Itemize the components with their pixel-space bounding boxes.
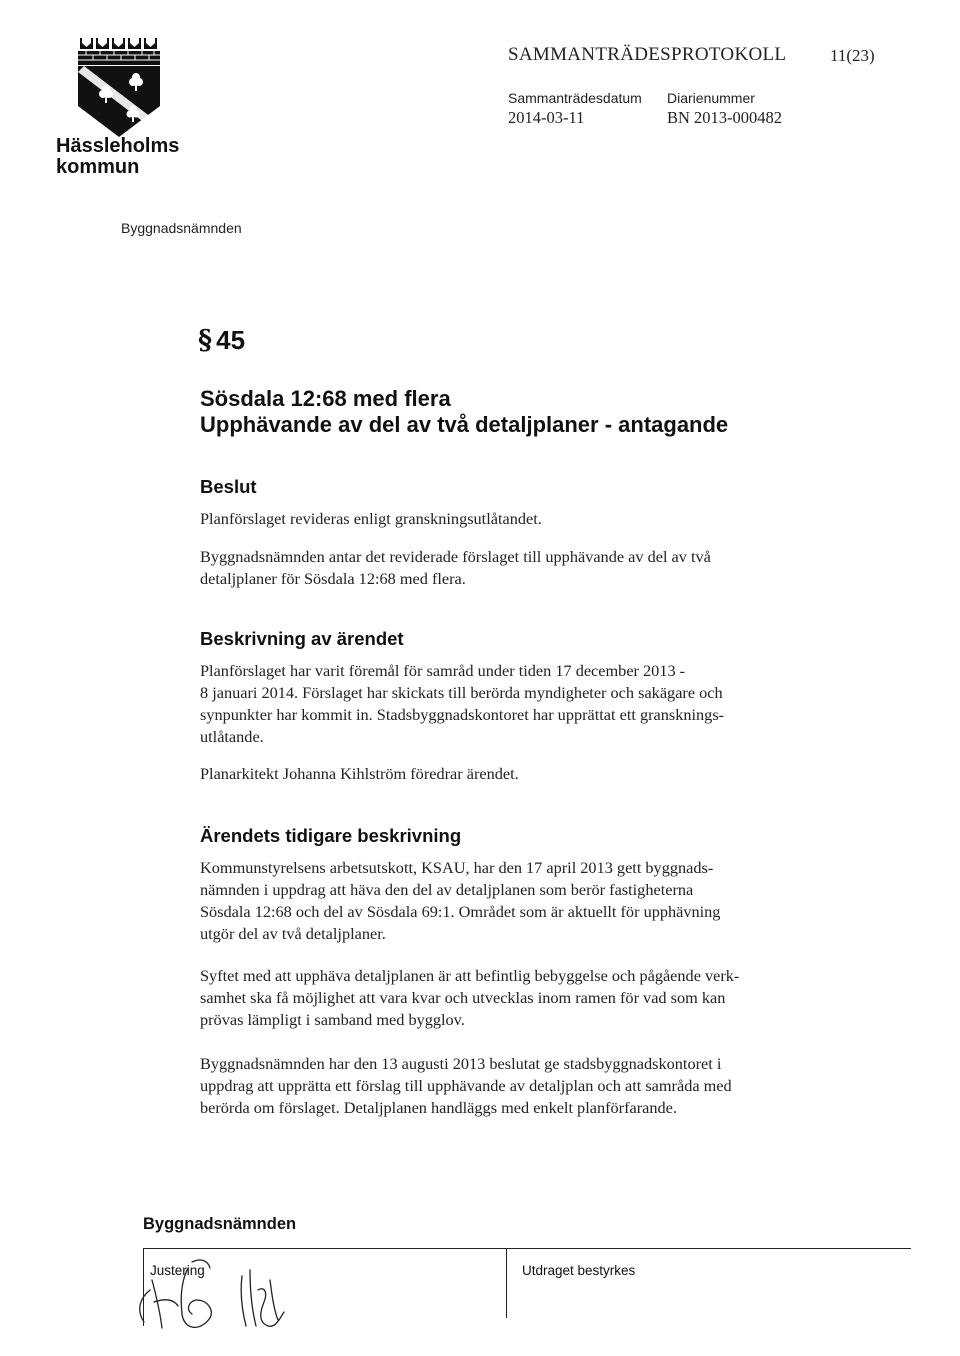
text-line: utlåtande. (200, 727, 264, 746)
text-line: Planförslaget har varit föremål för samråd under tiden 17 december 2013 - (200, 661, 686, 680)
utdrag-label: Utdraget bestyrkes (522, 1263, 636, 1278)
text-line: Planarkitekt Johanna Kihlström föredrar ärendet. (200, 764, 519, 783)
organization-name-line1: Hässleholms (56, 135, 180, 157)
beskrivning-paragraph-2 (200, 763, 820, 785)
text-line: samhet ska få möjlighet att vara kvar och utvecklas inom ramen för vad som kan (200, 988, 726, 1007)
section-number-value: 45 (216, 325, 246, 355)
document-type: SAMMANTRÄDESPROTOKOLL (508, 44, 787, 65)
text-line: uppdrag att upprätta ett förslag till upphävande av detaljplan och att samråda med (200, 1076, 732, 1095)
text-line: Byggnadsnämnden antar det reviderade förslaget till upphävande av del av två (200, 547, 711, 566)
board-name-footer: Byggnadsnämnden (143, 1215, 297, 1233)
meeting-date-label: Sammanträdesdatum (508, 90, 642, 106)
text-line: berörda om förslaget. Detaljplanen handläggs med enkelt planförfarande. (200, 1098, 677, 1117)
tidigare-paragraph-2 (200, 965, 820, 1031)
diary-number: BN 2013-000482 (667, 108, 783, 127)
heading-beskrivning: Beskrivning av ärendet (200, 628, 404, 649)
section-number (198, 325, 245, 356)
diary-number-label: Diarienummer (667, 90, 755, 106)
handwritten-signatures (130, 1240, 330, 1340)
organization-name-line2: kommun (56, 156, 140, 178)
text-line: Kommunstyrelsens arbetsutskott, KSAU, har den 17 april 2013 gett byggnads- (200, 858, 714, 877)
heading-beslut: Beslut (200, 476, 257, 497)
text-line: 8 januari 2014. Förslaget har skickats till berörda myndigheter och sakägare och (200, 683, 723, 702)
text-line: Sösdala 12:68 och del av Sösdala 69:1. Området som är aktuellt för upphävning (200, 902, 721, 921)
board-name-header: Byggnadsnämnden (121, 220, 242, 236)
organization-name (56, 136, 179, 178)
coat-of-arms-logo (78, 36, 160, 138)
text-line: synpunkter har kommit in. Stadsbyggnadskontoret har upprättat ett gransknings- (200, 705, 725, 724)
section-title-line1: Sösdala 12:68 med flera (200, 386, 451, 411)
text-line: Syftet med att upphäva detaljplanen är att befintlig bebyggelse och pågående verk- (200, 966, 740, 985)
text-line: Byggnadsnämnden har den 13 augusti 2013 beslutat ge stadsbyggnadskontoret i (200, 1054, 722, 1073)
beskrivning-paragraph-1 (200, 660, 820, 748)
page-number: 11(23) (830, 46, 875, 65)
beslut-paragraph-2 (200, 546, 820, 590)
text-line: detaljplaner för Sösdala 12:68 med flera. (200, 569, 466, 588)
section-title-line2: Upphävande av del av två detaljplaner - antagande (200, 412, 729, 437)
footer-column-divider (506, 1248, 507, 1318)
text-line: Planförslaget revideras enligt granskningsutlåtandet. (200, 509, 542, 528)
justering-label: Justering (150, 1263, 205, 1278)
text-line: nämnden i uppdrag att häva den del av detaljplanen som berör fastigheterna (200, 880, 694, 899)
tidigare-paragraph-3 (200, 1053, 820, 1119)
text-line: utgör del av två detaljplaner. (200, 924, 386, 943)
heading-tidigare-beskrivning: Ärendets tidigare beskrivning (200, 825, 462, 846)
text-line: prövas lämpligt i samband med bygglov. (200, 1010, 465, 1029)
meeting-date: 2014-03-11 (508, 108, 585, 127)
tidigare-paragraph-1 (200, 857, 820, 945)
section-symbol: § (198, 325, 213, 356)
beslut-paragraph-1 (200, 508, 820, 530)
